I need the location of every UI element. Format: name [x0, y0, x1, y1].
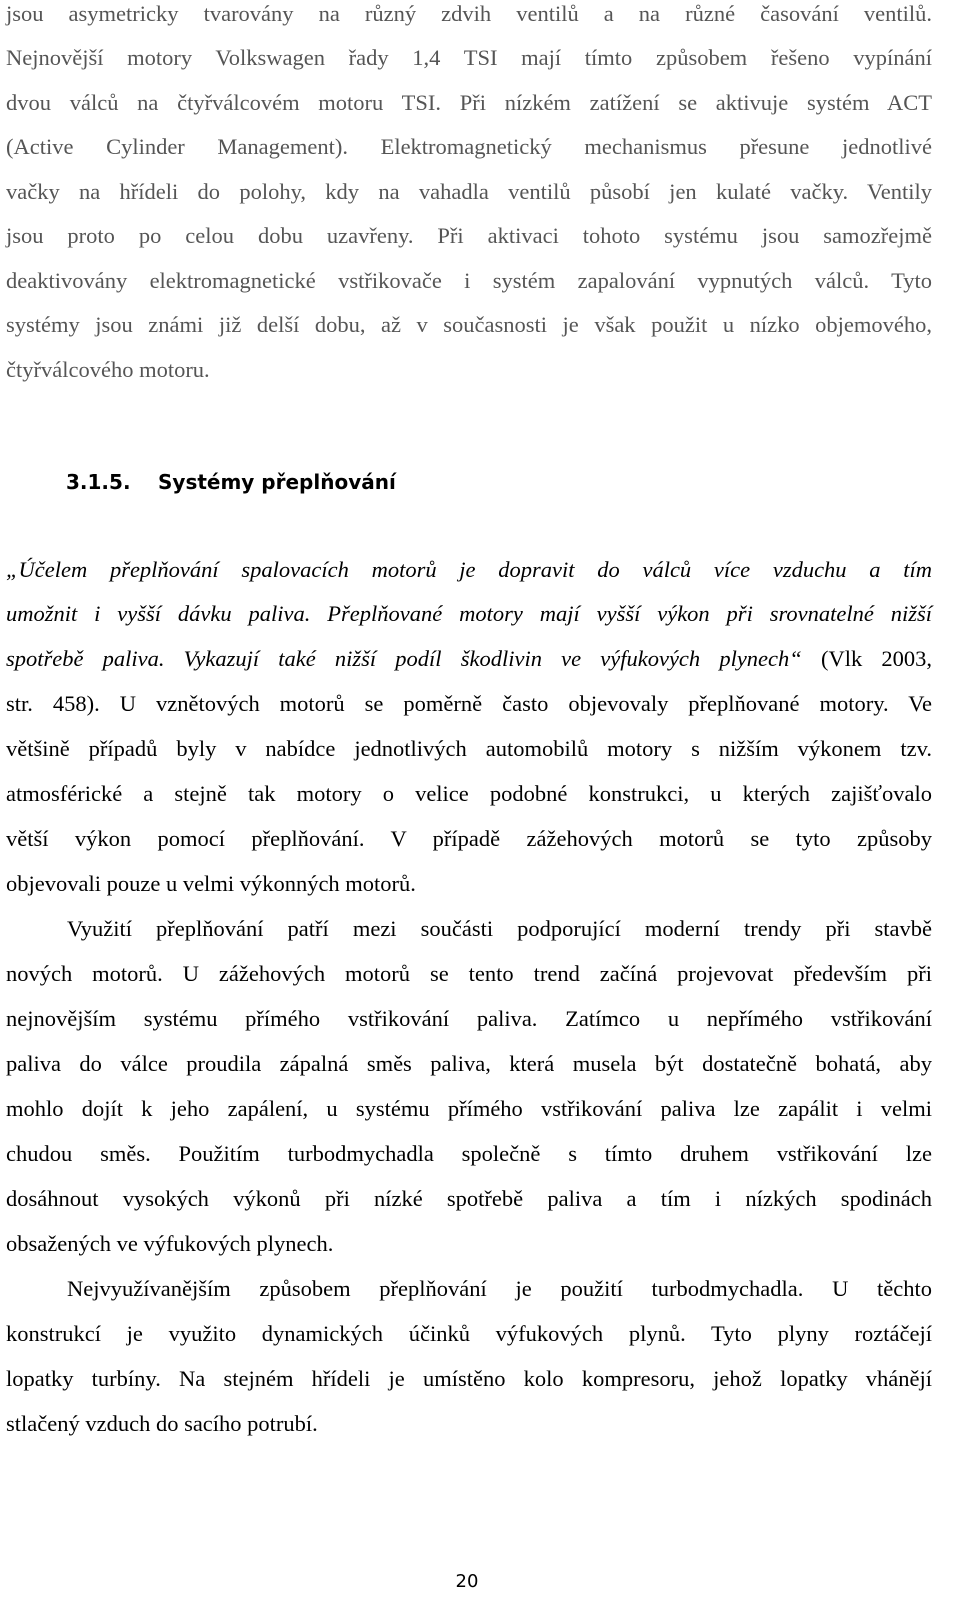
text-line: vačky na hřídeli do polohy, kdy na vahadla ventilů působí jen kulaté vačky. Ventily — [6, 179, 932, 204]
text-line: větší výkon pomocí přeplňování. V případě zážehových motorů se tyto způsoby — [6, 826, 932, 851]
text-line: konstrukcí je využito dynamických účinků výfukových plynů. Tyto plyny roztáčejí — [6, 1321, 932, 1346]
text-line: systémy jsou známi již delší dobu, až v současnosti je však použit u nízko objemového, — [6, 312, 932, 337]
text-line: (Active Cylinder Management). Elektromagnetický mechanismus přesune jednotlivé — [6, 134, 932, 159]
quote-text: spotřebě paliva. Vykazují také nižší podíl škodlivin ve výfukových plynech“ — [6, 646, 802, 671]
text-line: Nejvyužívanějším způsobem přeplňování je použití turbodmychadla. U těchto — [67, 1276, 932, 1301]
quote-text: „Účelem přeplňování spalovacích motorů je dopravit do válců více vzduchu a tím — [6, 557, 932, 582]
quote-text: umožnit i vyšší dávku paliva. Přeplňované motory mají vyšší výkon při srovnatelné nižší — [6, 601, 932, 626]
text-line: Nejnovější motory Volkswagen řady 1,4 TSI mají tímto způsobem řešeno vypínání — [6, 45, 932, 70]
text-line: objevovali pouze u velmi výkonných motorů. — [6, 871, 416, 896]
section-number: 3.1.5. — [66, 470, 131, 494]
text-line: dvou válců na čtyřválcovém motoru TSI. Při nízkém zatížení se aktivuje systém ACT — [6, 90, 932, 115]
page-number: 20 — [455, 1571, 479, 1592]
text-line: většině případů byly v nabídce jednotlivých automobilů motory s nižším výkonem tzv. — [6, 736, 932, 761]
text-line: stlačený vzduch do sacího potrubí. — [6, 1411, 318, 1436]
text-line: čtyřválcového motoru. — [6, 357, 210, 382]
text-line: jsou proto po celou dobu uzavřeny. Při aktivaci tohoto systému jsou samozřejmě — [6, 223, 932, 248]
quote-line — [6, 600, 932, 628]
quote-line — [6, 645, 932, 673]
text-line: lopatky turbíny. Na stejném hřídeli je umístěno kolo kompresoru, jehož lopatky vhánějí — [6, 1366, 932, 1391]
quote-line — [6, 556, 932, 584]
text-line: Využití přeplňování patří mezi součásti podporující moderní trendy při stavbě — [67, 916, 932, 941]
section-heading — [66, 466, 396, 498]
text-line: obsažených ve výfukových plynech. — [6, 1231, 334, 1256]
text-line: nejnovějším systému přímého vstřikování paliva. Zatímco u nepřímého vstřikování — [6, 1006, 932, 1031]
text-line: dosáhnout vysokých výkonů při nízké spotřebě paliva a tím i nízkých spodinách — [6, 1186, 932, 1211]
text-line: atmosférické a stejně tak motory o velice podobné konstrukci, u kterých zajišťovalo — [6, 781, 932, 806]
text-line: mohlo dojít k jeho zapálení, u systému přímého vstřikování paliva lze zapálit i velmi — [6, 1096, 932, 1121]
text-line: deaktivovány elektromagnetické vstřikovače i systém zapalování vypnutých válců. Tyto — [6, 268, 932, 293]
text-line: str. 458). U vznětových motorů se poměrně často objevovaly přeplňované motory. Ve — [6, 691, 932, 716]
text-line: jsou asymetricky tvarovány na různý zdvih ventilů a na různé časování ventilů. — [6, 1, 932, 26]
citation: (Vlk 2003, — [801, 646, 933, 671]
text-line: paliva do válce proudila zápalná směs paliva, která musela být dostatečně bohatá, aby — [6, 1051, 932, 1076]
text-line: chudou směs. Použitím turbodmychadla společně s tímto druhem vstřikování lze — [6, 1141, 932, 1166]
section-title: Systémy přeplňování — [158, 470, 396, 494]
text-line: nových motorů. U zážehových motorů se tento trend začíná projevovat především při — [6, 961, 932, 986]
